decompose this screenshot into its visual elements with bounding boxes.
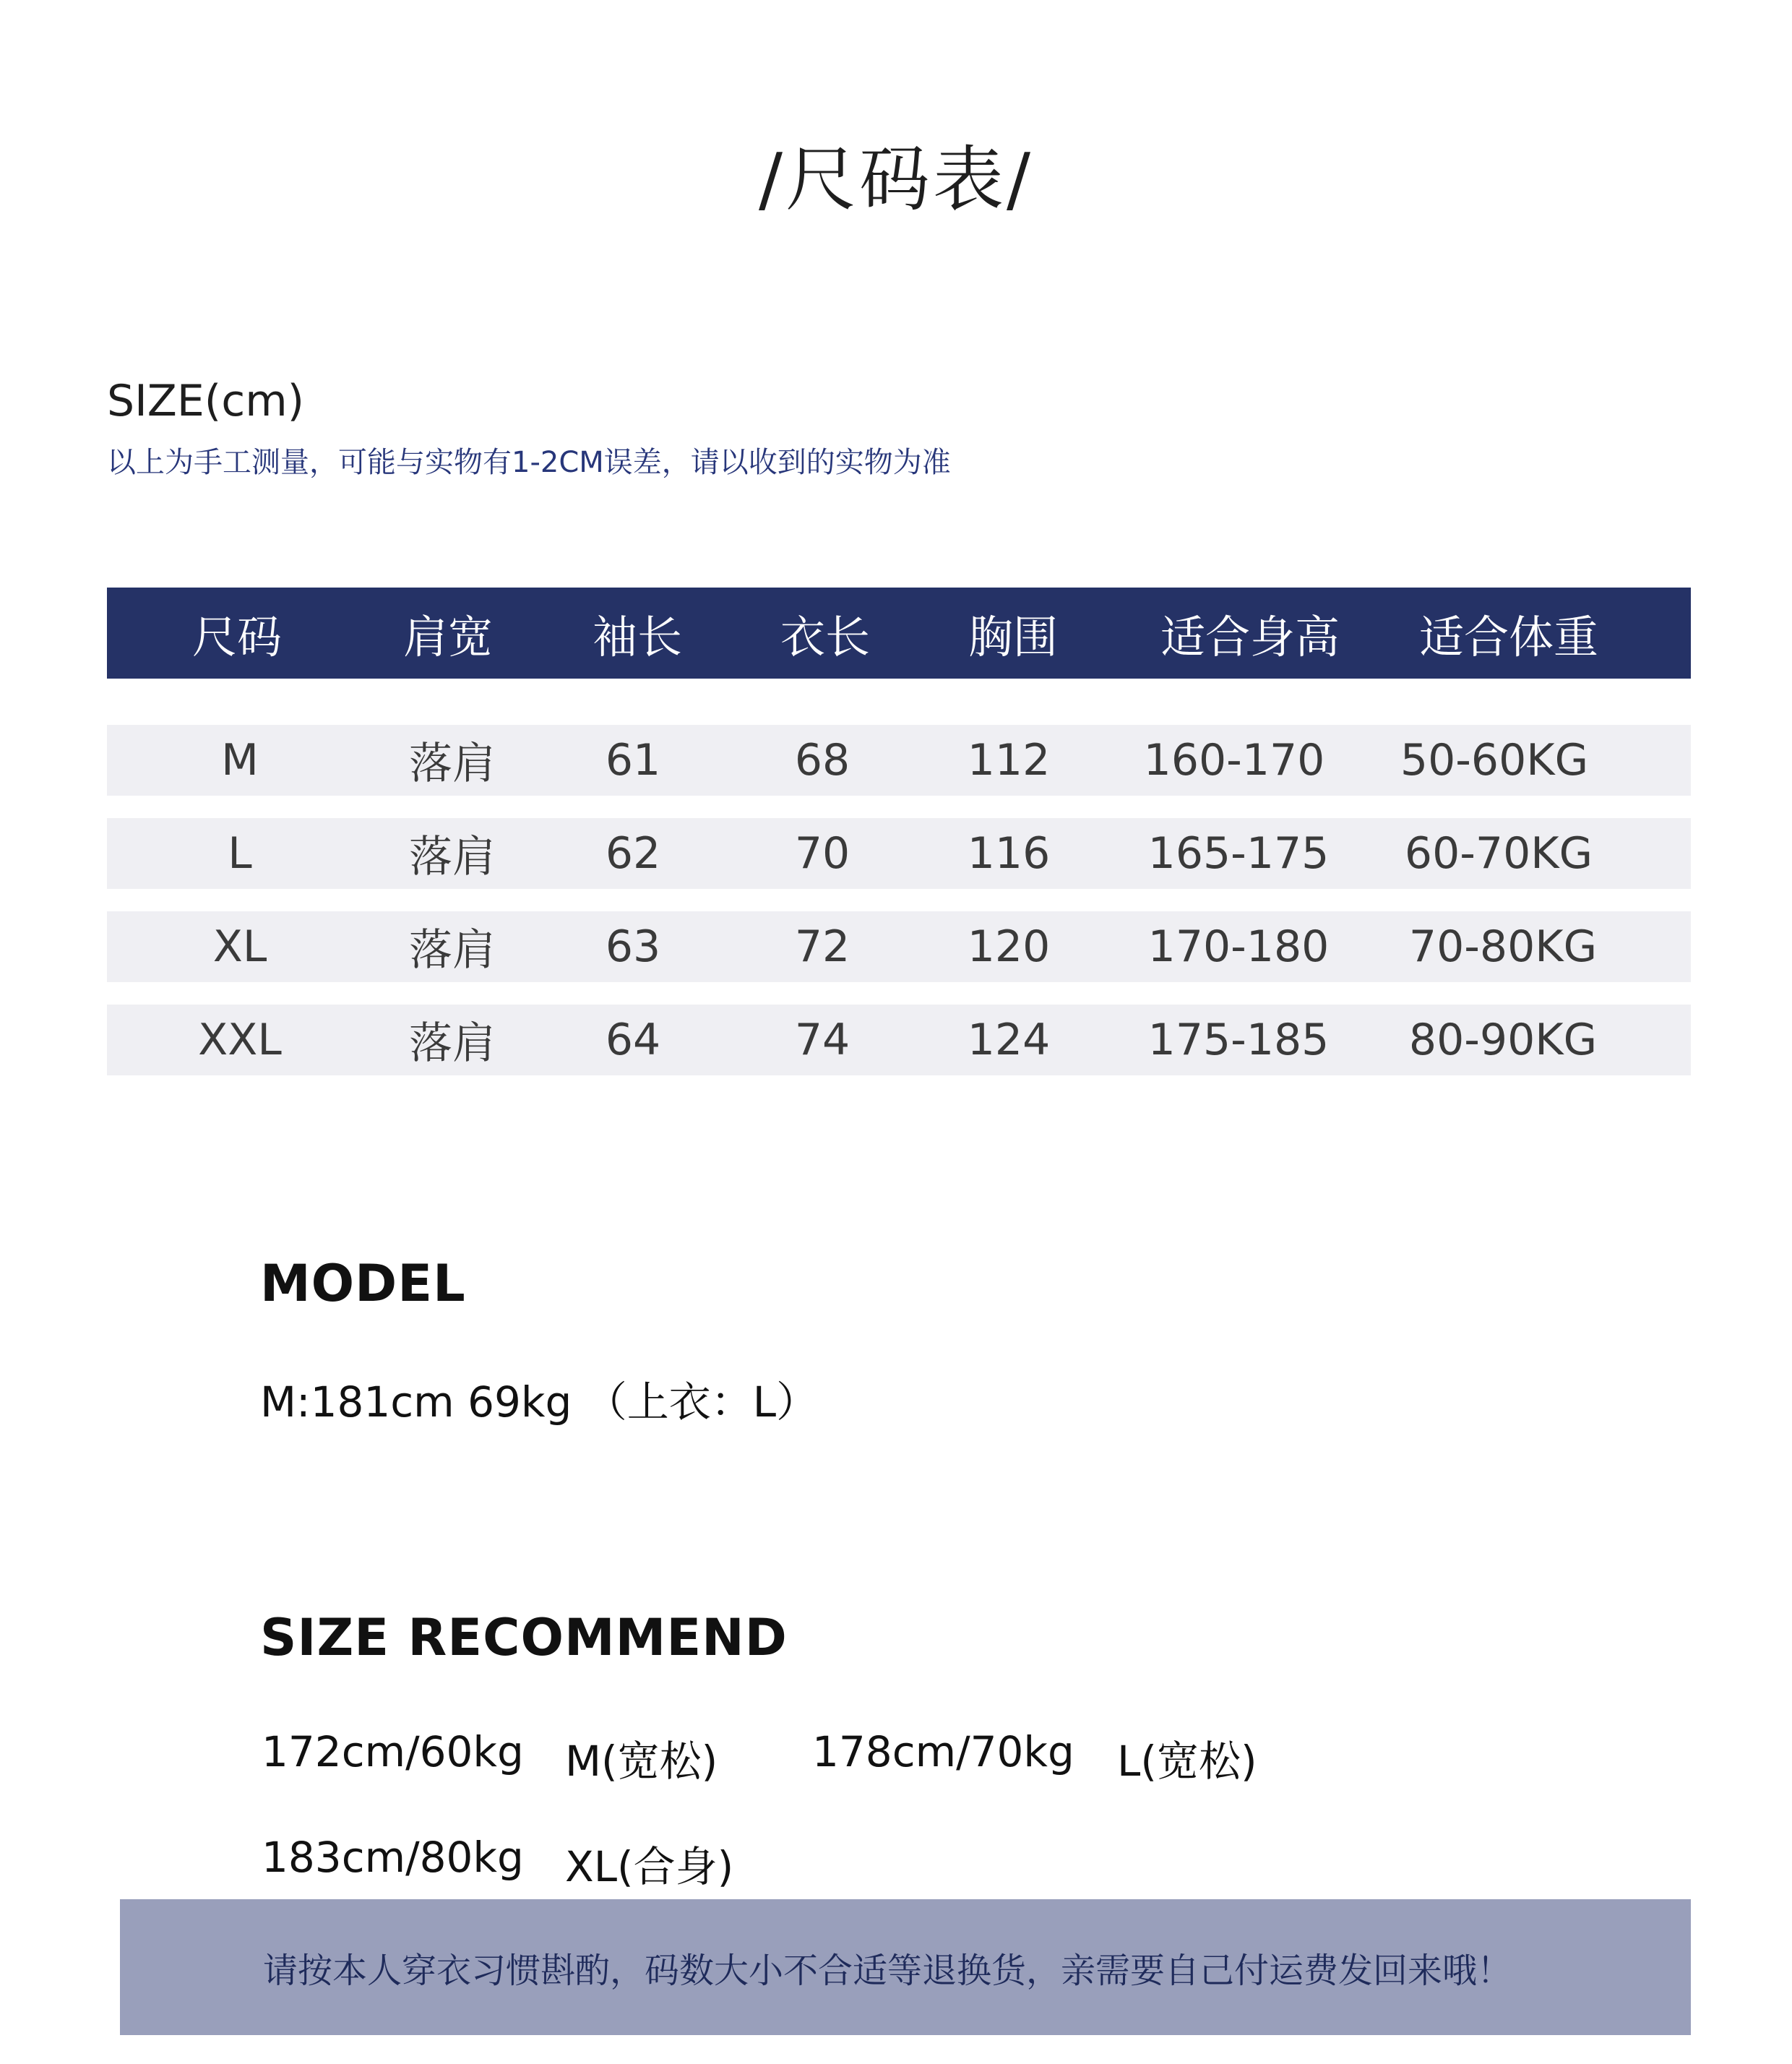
recommend-size: M(宽松)	[565, 1737, 718, 1786]
cell-height: 170-180	[1147, 921, 1330, 972]
recommend-size: L(宽松)	[1117, 1737, 1257, 1786]
cell-sleeve: 61	[605, 735, 661, 786]
cell-chest: 120	[967, 921, 1051, 972]
cell-chest: 124	[967, 1015, 1051, 1065]
cell-chest: 116	[967, 828, 1051, 879]
page-title: /尺码表/	[758, 139, 1034, 221]
cell-sleeve: 62	[605, 828, 661, 879]
cell-size: M	[221, 735, 259, 786]
cell-size: L	[228, 828, 252, 879]
measurement-note: 以上为手工测量，可能与实物有1-2CM误差，请以收到的实物为准	[107, 446, 951, 479]
header-height: 适合身高	[1160, 610, 1340, 663]
cell-size: XXL	[198, 1015, 282, 1065]
cell-height: 160-170	[1143, 735, 1325, 786]
size-unit-label: SIZE(cm)	[107, 376, 305, 426]
table-row	[107, 725, 1691, 796]
cell-weight: 60-70KG	[1404, 828, 1593, 879]
header-shoulder: 肩宽	[402, 610, 494, 663]
cell-shoulder: 落肩	[409, 832, 496, 882]
cell-chest: 112	[967, 735, 1051, 786]
cell-length: 70	[794, 828, 850, 879]
cell-length: 74	[794, 1015, 850, 1065]
recommend-size: XL(合身)	[565, 1842, 734, 1891]
header-size: 尺码	[191, 610, 283, 663]
size-table-header	[107, 588, 1691, 679]
cell-weight: 50-60KG	[1400, 735, 1589, 786]
cell-height: 165-175	[1147, 828, 1330, 879]
cell-length: 68	[794, 735, 850, 786]
cell-size: XL	[212, 921, 267, 972]
return-policy-text: 请按本人穿衣习惯斟酌，码数大小不合适等退换货，亲需要自己付运费发回来哦！	[263, 1950, 1512, 1991]
table-row	[107, 1005, 1691, 1075]
header-sleeve: 袖长	[592, 610, 683, 663]
size-recommend-heading: SIZE RECOMMEND	[260, 1608, 788, 1667]
cell-shoulder: 落肩	[409, 925, 496, 976]
cell-length: 72	[794, 921, 850, 972]
recommend-measure: 183cm/80kg	[262, 1833, 524, 1882]
header-chest: 胸围	[968, 610, 1059, 663]
header-length: 衣长	[780, 610, 871, 663]
return-policy-banner	[120, 1899, 1691, 2035]
cell-weight: 80-90KG	[1408, 1015, 1598, 1065]
cell-height: 175-185	[1147, 1015, 1330, 1065]
cell-sleeve: 63	[605, 921, 661, 972]
cell-shoulder: 落肩	[409, 739, 496, 789]
cell-weight: 70-80KG	[1408, 921, 1598, 972]
recommend-measure: 178cm/70kg	[812, 1727, 1074, 1776]
model-heading: MODEL	[260, 1254, 466, 1313]
recommend-measure: 172cm/60kg	[262, 1727, 524, 1776]
table-row	[107, 911, 1691, 982]
table-row	[107, 818, 1691, 889]
cell-sleeve: 64	[605, 1015, 661, 1065]
cell-shoulder: 落肩	[409, 1018, 496, 1069]
model-info: M:181cm 69kg （上衣：L）	[260, 1377, 819, 1427]
header-weight: 适合体重	[1418, 610, 1599, 663]
